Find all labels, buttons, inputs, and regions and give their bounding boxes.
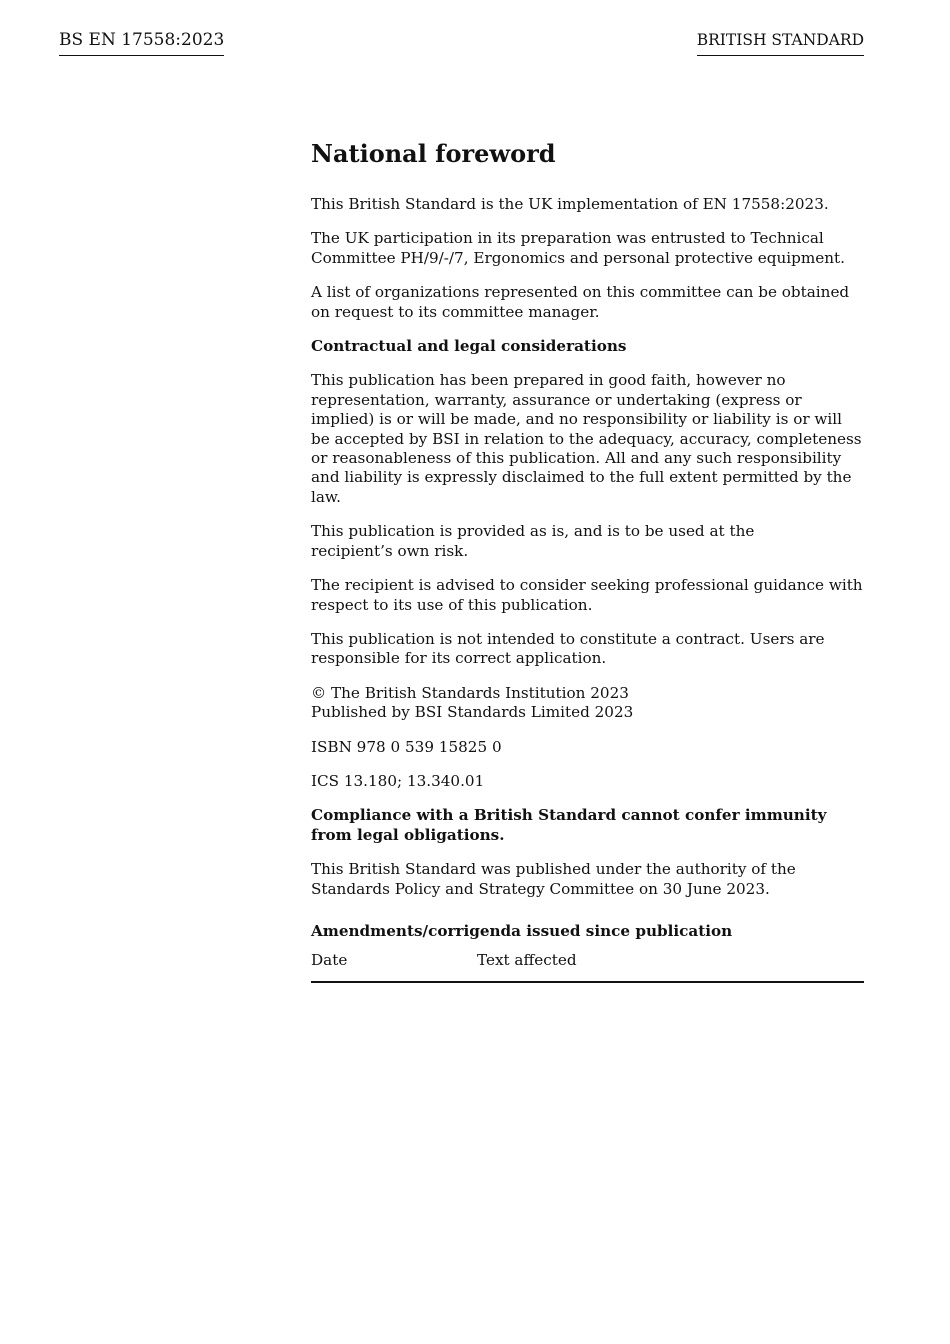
risk-paragraph: This publication is provided as is, and is to be used at the recipient’s own risk. <box>311 522 755 560</box>
document-id: BS EN 17558:2023 <box>59 30 224 56</box>
good-faith-paragraph: This publication has been prepared in good faith, however no representation, warranty, assurance or undertaking (express or implied) is or will be made, and no responsibility or liability is or will be accepted by BSI in relation to the adequacy, accuracy, completeness or reasonableness of this publication. All and any such responsibility and liability is expressly disclaimed to the full extent permitted by the law. <box>311 371 862 506</box>
national-foreword-section <box>311 138 864 983</box>
document-type: BRITISH STANDARD <box>697 31 864 56</box>
ics-codes: ICS 13.180; 13.340.01 <box>311 771 485 790</box>
organizations-paragraph: A list of organizations represented on this committee can be obtained on request to its committee manager. <box>311 283 850 321</box>
isbn: ISBN 978 0 539 15825 0 <box>311 737 502 756</box>
contract-heading: Contractual and legal considerations <box>311 337 627 356</box>
copyright-notice: © The British Standards Institution 2023 Published by BSI Standards Limited 2023 <box>311 683 634 722</box>
implementation-paragraph: This British Standard is the UK implementation of EN 17558:2023. <box>311 195 829 213</box>
amendments-table <box>311 951 864 982</box>
amendments-date-header: Date <box>311 951 348 970</box>
amendments-text-header: Text affected <box>477 951 577 970</box>
page-title: National foreword <box>311 139 556 168</box>
participation-paragraph: The UK participation in its preparation was entrusted to Technical Committee PH/9/-/7, Ergonomics and personal protective equipment. <box>311 229 845 267</box>
contract-paragraph: This publication is not intended to constitute a contract. Users are responsible for its correct application. <box>311 629 825 668</box>
authority-paragraph: This British Standard was published under the authority of the Standards Policy and Strategy Committee on 30 June 2023. <box>311 860 796 898</box>
amendments-heading: Amendments/corrigenda issued since publication <box>311 921 733 940</box>
guidance-paragraph: The recipient is advised to consider seeking professional guidance with respect to its use of this publication. <box>311 576 863 614</box>
compliance-statement: Compliance with a British Standard cannot confer immunity from legal obligations. <box>311 806 827 844</box>
